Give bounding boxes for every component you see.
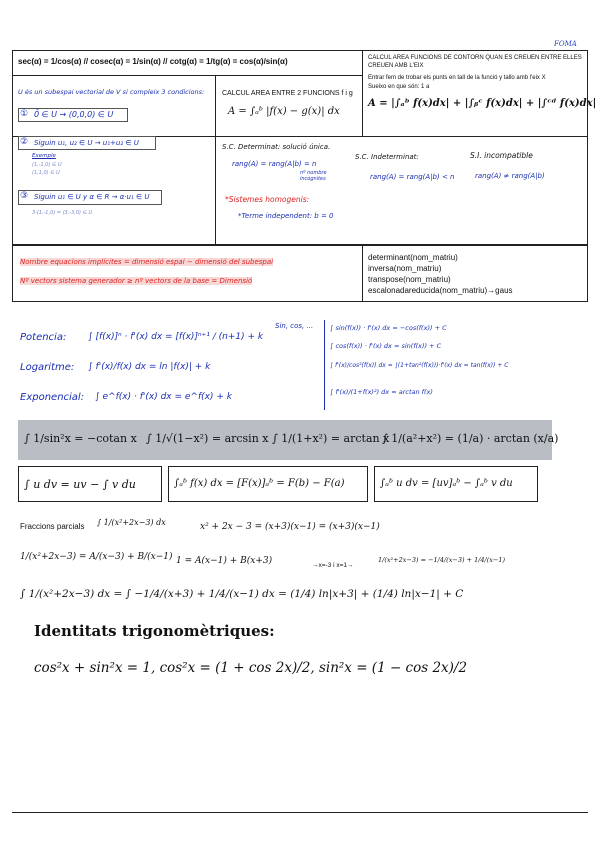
bottom-rule [12,812,588,813]
subspace-c3: Siguin u₁ ∈ U y α ∈ R → α·u₁ ∈ U [34,193,150,201]
integral-arcsin: ∫ 1/√(1−x²) = arcsin x [146,432,269,445]
trig-integrals-label: Sin, cos, ... [275,322,314,330]
partial-identity: 1 = A(x−1) + B(x+3) [176,556,273,566]
area-axis-title: CALCUL AREA FUNCIONS DE CONTORN QUAN ES CREUEN ENTRE ELLES CREUEN AMB L'EIX [368,55,582,69]
subspace-c1: 0̄ ∈ U → (0,0,0) ∈ U [34,110,114,119]
cmd-determinant: determinant(nom_matriu) [368,253,458,262]
scd-equation: rang(A) = rang(A|b) = n [232,160,317,168]
potencia-label: Potencia: [20,332,67,343]
cmd-escalonada: escalonadareducida(nom_matriu)→gaus [368,286,513,295]
trig-definitions: sec(α) = 1/cos(α) // cosec(α) = 1/sin(α) // cotg(α) = 1/tg(α) = cos(α)/sin(α) [18,57,288,66]
trig-identities-title: Identitats trigonomètriques: [34,622,275,640]
log-label: Logaritme: [20,362,75,373]
scd-note: nº nombre incògnites [300,170,327,182]
subspace-intro: U és un subespai vectorial de V si compleix 3 condicions: [18,88,205,96]
scd-label: S.C. Determinat: solució única. [222,143,331,151]
partial-result-small: 1/(x²+2x−3) = −1/4/(x−3) + 1/4/(x−1) [378,556,506,564]
trig-integral-1: ∫ sin(f(x)) · f'(x) dx = −cos(f(x)) + C [330,324,447,332]
integral-arctan-a: ∫ 1/(a²+x²) = (1/a) · arctan (x/a) [382,432,559,445]
potencia-formula: ∫ [f(x)]ⁿ · f'(x) dx = [f(x)]ⁿ⁺¹ / (n+1) + k [88,332,264,342]
subspace-c3-work: 3·(1,-1,0) = (3,-3,0) ∈ U [32,210,93,216]
trig-integral-2: ∫ cos(f(x)) · f'(x) dx = sin(f(x)) + C [330,342,442,350]
sci-label: S.C. Indeterminat: [355,153,419,161]
homogeneous-systems: *Sistemes homogenis: [225,195,310,204]
si-equation: rang(A) ≠ rang(A|b) [475,172,545,180]
area-two-functions-title: CALCUL AREA ENTRE 2 FUNCIONS f i g [222,90,353,97]
parts-definite: ∫ₐᵇ u dv = [uv]ₐᵇ − ∫ₐᵇ v du [380,478,513,489]
homogeneous-note: *Terme independent: b = 0 [238,212,334,220]
partial-factor: x² + 2x − 3 = (x+3)(x−1) = (x+3)(x−1) [200,522,380,532]
integral-sin2: ∫ 1/sin²x = −cotan x [24,432,137,445]
subspace-c2: Siguin u₁, u₂ ∈ U → u₁+u₂ ∈ U [34,139,139,147]
subspace-c2-work: (1,-1,0) ∈ U (1,1,0) ∈ U [32,162,62,176]
cmd-inversa: inversa(nom_matriu) [368,264,442,273]
area-axis-desc2: Sueixo en que són: 1 a [368,84,430,90]
integration-by-parts: ∫ u dv = uv − ∫ v du [24,478,136,491]
trig-identities-formula: cos²x + sin²x = 1, cos²x = (1 + cos 2x)/2, sin²x = (1 − cos 2x)/2 [34,660,468,676]
exp-label: Exponencial: [20,392,85,403]
dims-line-2: Nº vectors sistema generador ≥ nº vectors de la base = Dimensió [20,277,253,285]
si-label: S.I. incompatible [470,151,533,160]
partial-final: ∫ 1/(x²+2x−3) dx = ∫ −1/4/(x+3) + 1/4/(x−1) dx = (1/4) ln|x+3| + (1/4) ln|x−1| + C [20,588,464,600]
dims-line-1: Nombre equacions implícites = dimensió espai − dimensió del subespai [20,258,274,266]
partial-split: 1/(x²+2x−3) = A/(x−3) + B/(x−1) [20,552,173,562]
partial-integrand: ∫ 1/(x²+2x−3) dx [97,518,166,527]
subspace-c2-example: Exemple [32,153,56,159]
log-formula: ∫ f'(x)/f(x) dx = ln |f(x)| + k [88,362,211,372]
area-axis-formula: A = |∫ₐᵇ f(x)dx| + |∫ᵦᶜ f(x)dx| + |∫ᶜᵈ f(x)dx| [368,98,597,109]
header-tag: FOMA [554,40,577,48]
partial-substitution: →x=-3 i x=1→ [312,562,354,569]
cmd-transpose: transpose(nom_matriu) [368,275,451,284]
integral-arctan: ∫ 1/(1+x²) = arctan x [272,432,390,445]
sci-equation: rang(A) = rang(A|b) < n [370,173,455,181]
area-axis-desc1: Entrar fem de trobar els punts en tall de la funció y tallo amb l'eix X [368,75,546,81]
trig-integral-3: ∫ f'(x)/cos²(f(x)) dx = ∫(1+tan²(f(x)))·f'(x) dx = tan(f(x)) + C [330,362,509,369]
fundamental-theorem: ∫ₐᵇ f(x) dx = [F(x)]ₐᵇ = F(b) − F(a) [174,478,345,489]
area-two-functions-formula: A = ∫ₐᵇ |f(x) − g(x)| dx [228,106,340,117]
trig-integral-4: ∫ f'(x)/(1+f(x)²) dx = arctan f(x) [330,388,433,396]
partial-fractions-label: Fraccions parcials [20,522,85,531]
exp-formula: ∫ e^f(x) · f'(x) dx = e^f(x) + k [95,392,232,402]
